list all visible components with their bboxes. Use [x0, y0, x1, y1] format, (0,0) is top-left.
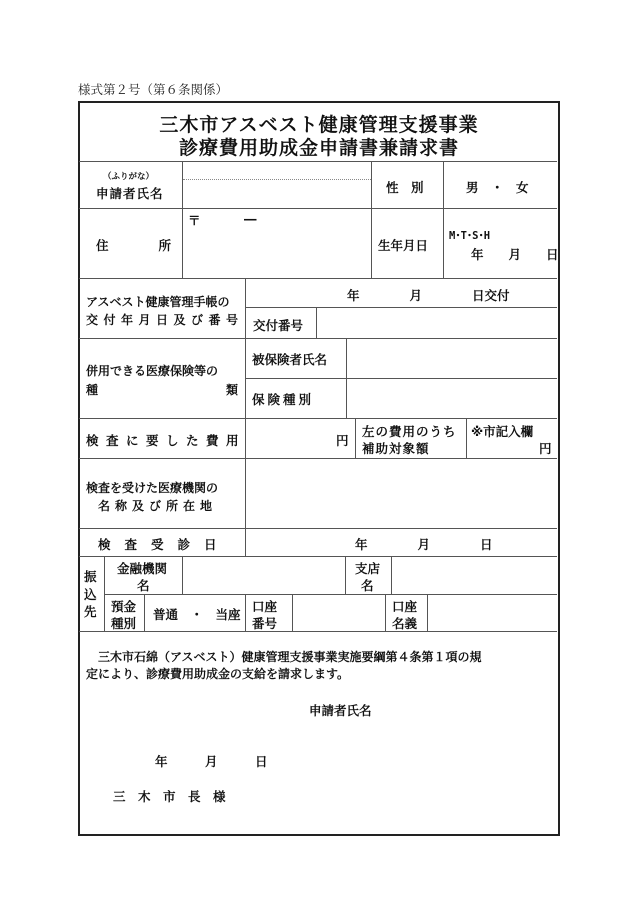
handbook-issue-date[interactable]: 年 月 日交付 — [347, 288, 510, 303]
account-number-label-line1: 口座 — [252, 599, 278, 614]
bank-name-field[interactable] — [183, 557, 345, 594]
divider — [385, 594, 386, 631]
issue-number-field[interactable] — [317, 308, 557, 338]
subsidy-label-line2: 補助対象額 — [362, 441, 430, 456]
form-number: 様式第２号（第６条関係） — [78, 82, 229, 97]
branch-label-line1: 支店 — [355, 561, 381, 576]
furigana-label: （ふりがな） — [103, 172, 155, 182]
postal-mark: 〒 — [188, 213, 201, 228]
institution-label-line1: 検査を受けた医療機関の — [86, 481, 219, 495]
divider — [371, 161, 372, 278]
divider — [79, 278, 557, 279]
institution-label-line2: 名称及び所在地 — [98, 499, 218, 513]
postal-dash: ― — [244, 211, 257, 226]
address-label: 住 所 — [96, 238, 172, 253]
insured-name-label: 被保険者氏名 — [252, 352, 328, 367]
gender-label: 性 別 — [386, 180, 424, 195]
applicant-name-field[interactable] — [183, 180, 371, 208]
divider — [466, 418, 467, 458]
divider — [79, 528, 557, 529]
insurance-label-line2-left: 種 — [86, 383, 99, 397]
deposit-type-options[interactable]: 普通 ・ 当座 — [153, 607, 241, 622]
furigana-field[interactable] — [183, 162, 371, 179]
transfer-label-1: 振 — [84, 569, 97, 584]
form-title-line2: 診療費用助成金申請書兼請求書 — [178, 137, 459, 159]
address-field[interactable] — [183, 209, 371, 278]
form-title-line1: 三木市アスベスト健康管理支援事業 — [159, 114, 479, 136]
account-number-field[interactable] — [293, 595, 385, 631]
exam-date-value[interactable]: 年 月 日 — [355, 537, 493, 552]
branch-label-line2: 名 — [361, 578, 374, 593]
city-use-label: ※市記入欄 — [471, 424, 534, 439]
deposit-type-label-line2: 種別 — [111, 616, 137, 631]
applicant-name-label: 申請者氏名 — [96, 186, 164, 201]
divider — [144, 594, 145, 631]
transfer-label-2: 込 — [84, 587, 97, 602]
dob-label: 生年月日 — [378, 238, 429, 253]
divider — [79, 631, 557, 632]
addressee: 三 木 市 長 様 — [113, 789, 226, 804]
branch-field[interactable] — [392, 557, 557, 594]
insurance-label-line2-right: 類 — [226, 383, 239, 397]
declaration-date[interactable]: 年 月 日 — [155, 754, 268, 769]
institution-field[interactable] — [246, 459, 557, 528]
divider — [345, 556, 346, 594]
subsidy-label-line1: 左の費用のうち — [362, 424, 457, 439]
exam-date-label: 検査受診日 — [98, 537, 231, 552]
bank-name-label-line2: 名 — [137, 578, 150, 593]
account-number-label-line2: 番号 — [252, 616, 278, 631]
issue-number-label: 交付番号 — [253, 318, 304, 333]
dob-ymd[interactable]: 年 月 日 — [471, 247, 559, 262]
transfer-label-3: 先 — [84, 604, 97, 619]
divider — [104, 556, 105, 631]
city-use-yen: 円 — [539, 441, 552, 456]
handbook-label-line2: 交付年月日及び番号 — [86, 313, 244, 327]
handbook-label-line1: アスベスト健康管理手帳の — [86, 295, 230, 309]
account-holder-label-line1: 口座 — [392, 599, 418, 614]
divider — [443, 161, 444, 278]
insurance-type-label: 保険種別 — [252, 392, 315, 407]
divider — [245, 594, 246, 631]
gender-options[interactable]: 男 ・ 女 — [466, 180, 529, 195]
cost-label: 検査に要した費用 — [86, 433, 247, 448]
divider — [355, 418, 356, 458]
deposit-type-label-line1: 預金 — [111, 599, 137, 614]
insurance-label-line1: 併用できる医療保険等の — [86, 364, 219, 378]
declaration-line1: 三木市石綿（アスベスト）健康管理支援事業実施要綱第４条第１項の規 — [86, 650, 482, 664]
era-options[interactable]: M･T･S･H — [449, 230, 491, 242]
cost-yen: 円 — [336, 433, 349, 448]
declaration-line2: 定により、診療費用助成金の支給を請求します。 — [86, 667, 350, 681]
account-holder-label-line2: 名義 — [392, 616, 418, 631]
signature-label: 申請者氏名 — [309, 703, 372, 718]
account-holder-field[interactable] — [428, 595, 557, 631]
signature-field[interactable] — [380, 696, 550, 720]
insurance-type-field[interactable] — [347, 379, 557, 418]
insured-name-field[interactable] — [347, 339, 557, 378]
bank-name-label-line1: 金融機関 — [117, 561, 168, 576]
